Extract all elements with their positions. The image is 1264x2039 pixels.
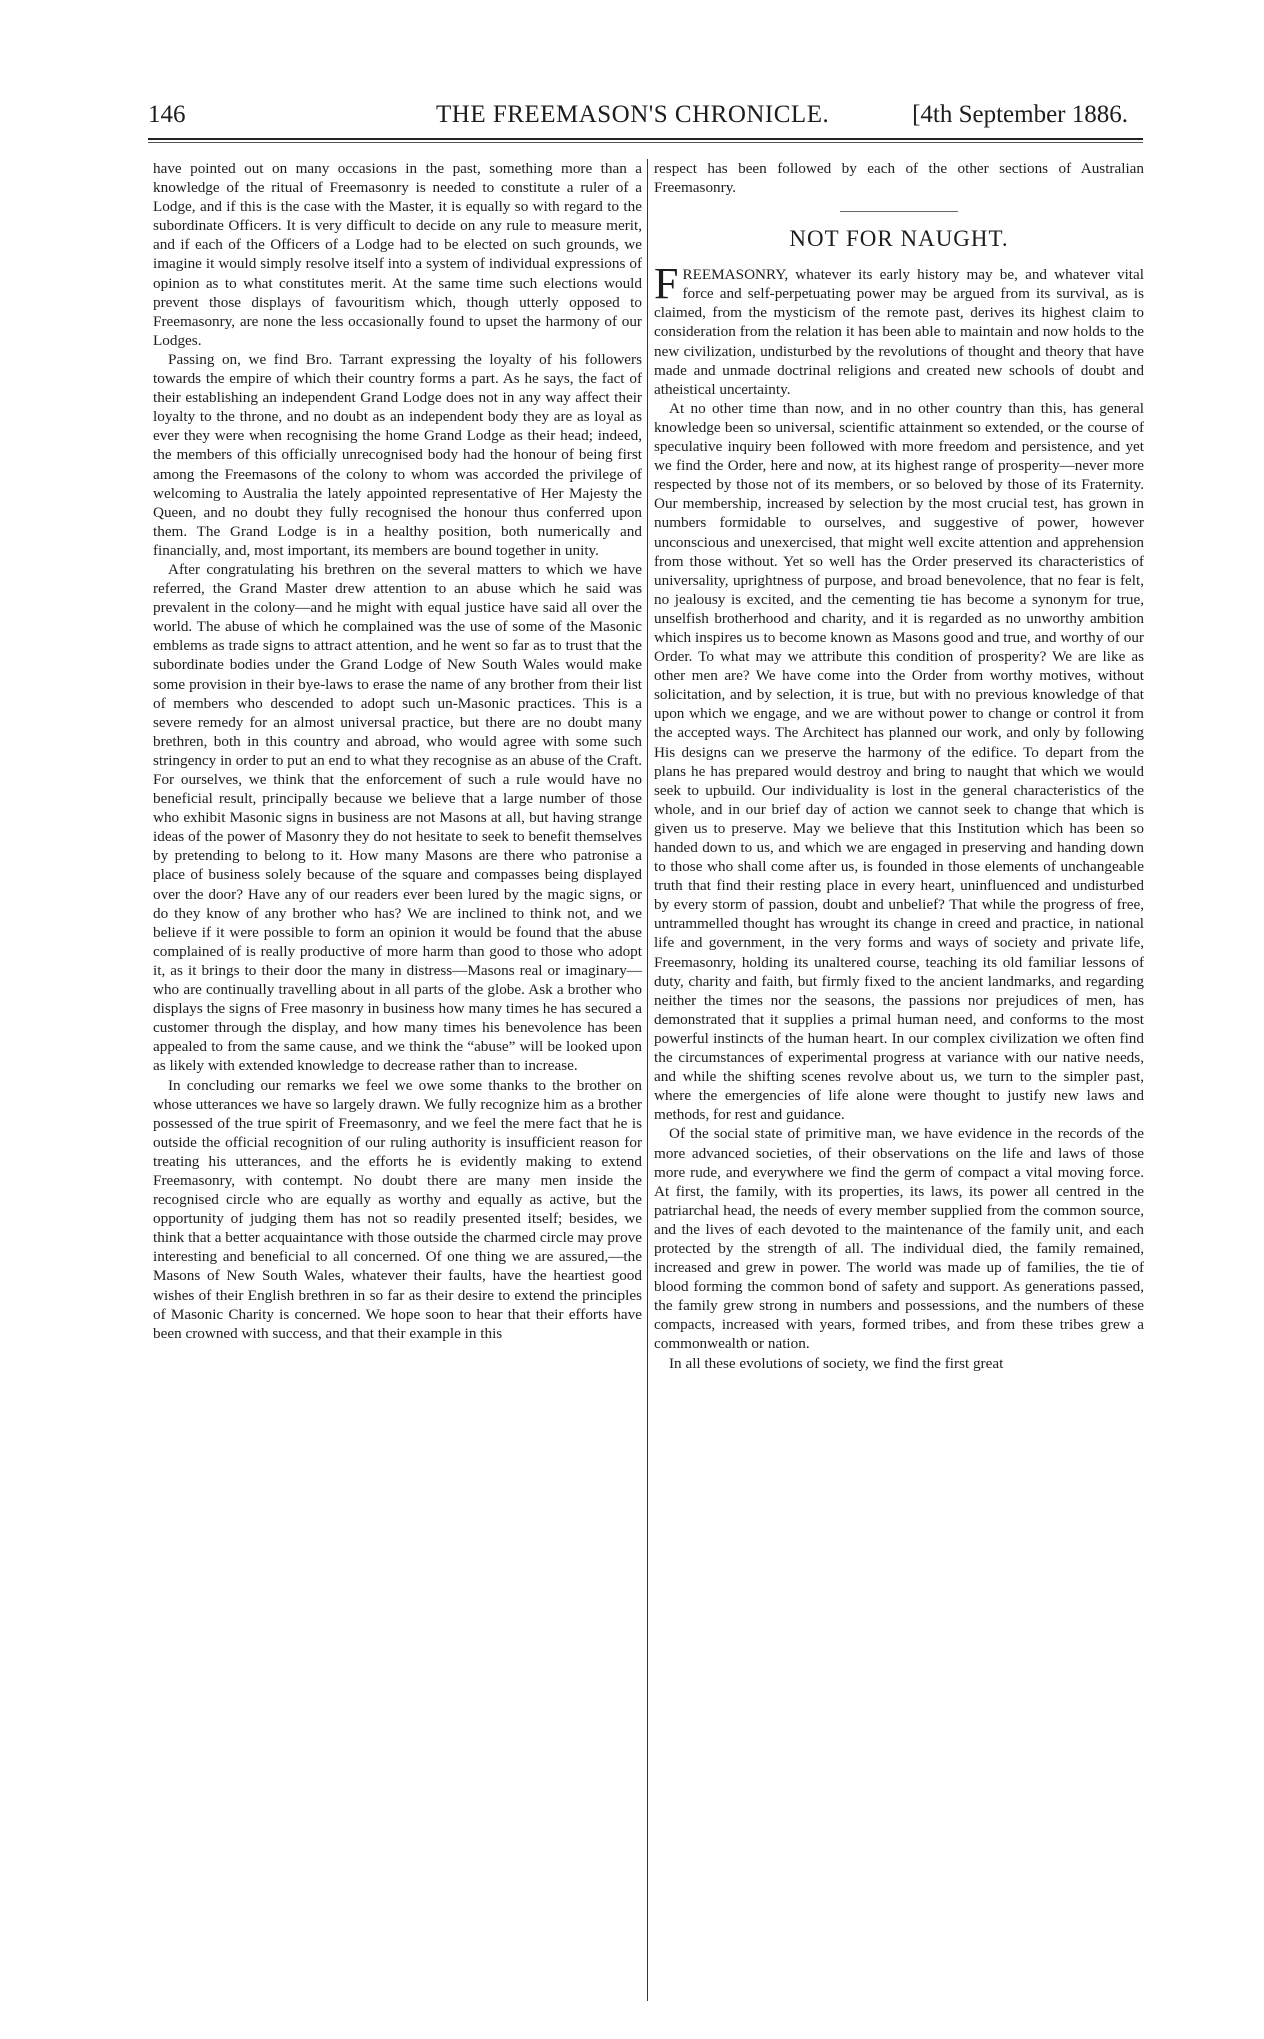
page-number: 146 [148,101,186,128]
paragraph: have pointed out on many occasions in the past, something more than a knowledge of the ritual of Freemasonry is needed to constitute a ruler of a Lodge, and if this is the case with the Master, it is equally so with regard to the subordinate Officers. It is very difficult to decide on any rule to measure merit, and if each of the Officers of a Lodge had to be elected on such grounds, we imagine it would simply resolve itself into a system of individual expressions of opinion as to what constitutes merit. At the same time such elections would prevent those displays of favouritism which, though utterly opposed to Freemasonry, are none the less occasionally found to upset the harmony of our Lodges. [153,160,642,349]
publication-title: THE FREEMASON'S CHRONICLE. [436,101,830,128]
header-rule [148,138,1143,140]
column-divider [647,159,648,2001]
page-header [148,101,1142,137]
continued-paragraph: respect has been followed by each of the other sections of Australian Freemasonry. [654,160,1144,197]
paragraph: Passing on, we find Bro. Tarrant expressing the loyalty of his followers towards the empire of which their country forms a part. As he says, the fact of their establishing an independent Grand Lodge does not in any way affect their loyalty to the throne, and no doubt as an independent body they are as loyal as ever they were when recognising the home Grand Lodge as their head; indeed, the members of this officially unrecognised body had the honour of being first among the Freemasons of the colony to whom was accorded the privilege of welcoming to Australia the lately appointed representative of Her Majesty the Queen, and no doubt they fully recognised the honour thus conferred upon them. The Grand Lodge is in a healthy position, both numerically and financially, and, most important, its members are bound together in unity. [153,350,642,559]
paragraph: In concluding our remarks we feel we owe some thanks to the brother on whose utterances we have so largely drawn. We fully recognize him as a brother possessed of the true spirit of Freemasonry, and we feel the mere fact that he is outside the official recognition of our ruling authority is insufficient reason for treating his utterances, and the efforts he is evidently making to extend Freemasonry, with contempt. No doubt there are many men inside the recognised circle who are equally as worthy and equally as active, but the opportunity of judging them has not so readily presented itself; besides, we think that a better acquaintance with those outside the charmed circle may prove interesting and beneficial to all concerned. Of one thing we are assured,—the Masons of New South Wales, whatever their faults, have the heartiest good wishes of their English brethren in so far as their desire to extend the principles of Masonic Charity is concerned. We hope soon to hear that their efforts have been crowned with success, and that their example in this [153,1076,642,1342]
left-column [153,159,642,2009]
lead-paragraph-text: REEMASONRY, whatever its early history may be, and whatever vital force and self-perpetuating power may be argued from its survival, as is claimed, from the mysticism of the remote past, derives its highest claim to consideration from the relation it has been able to maintain and now holds to the new civilization, undisturbed by the revolutions of thought and theory that have made and unmade doctrinal religions and created new schools of doubt and atheistical uncertainty. [654,266,1144,398]
header-rule-thin [148,142,1143,143]
paragraph: In all these evolutions of society, we find the first great [669,1354,1004,1372]
article-title: NOT FOR NAUGHT. [789,226,1009,252]
paragraph: At no other time than now, and in no other country than this, has general knowledge been so universal, scientific attainment so extended, or the course of speculative inquiry been followed with more freedom and persistence, and yet we find the Order, here and now, at its highest range of prosperity—never more respected by those not of its members, or so beloved by those of its Fraternity. Our membership, increased by selection by the most crucial test, has grown in numbers formidable to ourselves, and suggestive of power, however unconscious and unexercised, that might well excite attention and apprehension from those without. Yet so well has the Order preserved its characteristics of universality, uprightness of purpose, and broad benevolence, that no fear is felt, no jealousy is excited, and the cementing tie has become a synonym for true, unselfish brotherhood and charity, and it is regarded as no unworthy ambition which inspires us to become known as Masons good and true, and worthy of our Order. To what may we attribute this condition of prosperity? We are like as other men are? We have come into the Order from worthy motives, without solicitation, and by selection, it is true, but with no previous knowledge of that upon which we engage, and we are without power to change or control it from the accepted ways. The Architect has planned our work, and only by following His designs can we preserve the harmony of the edifice. To depart from the plans he has prepared would destroy and bring to naught that which we would seek to upbuild. Our individuality is lost in the general characteristics of the whole, and in our brief day of action we cannot seek to change that which is given us to preserve. May we believe that this Institution which has been so handed down to us, and which we are engaged in preserving and handing down to those who shall come after us, is founded in those elements of unchangeable truth that find their resting place in every heart, uninfluenced and undisturbed by every storm of passion, doubt and unbelief? That while the progress of free, untrammelled thought has wrought its change in creed and practice, in national life and government, in the very forms and ways of society and private life, Freemasonry, holding its unaltered course, teaching its old familiar lessons of duty, charity and faith, but firmly fixed to the ancient landmarks, and regarding neither the times nor the seasons, the passions nor prejudices of men, has demonstrated that it supplies a primal human need, and conforms to the most powerful instincts of the human heart. In our complex civilization we often find the circumstances of experimental progress at variance with our native needs, and while the shifting scenes revolve about us, we turn to the simpler past, where the emergencies of life alone were thought to justify new laws and methods, for rest and guidance. [654,399,1144,1124]
drop-cap: F [654,259,679,309]
article-separator [840,211,958,212]
lead-paragraph [654,259,1144,399]
paragraph: Of the social state of primitive man, we have evidence in the records of the more advanced societies, of their observations on the life and laws of those more rude, and everywhere we find the germ of compact a vital moving force. At first, the family, with its properties, its laws, its power all centred in the patriarchal head, the needs of every member supplied from the common source, and the lives of each devoted to the maintenance of the family unit, and each protected by the strength of all. The individual died, the family remained, increased and grew in power. The world was made up of families, the tie of blood forming the common bond of safety and support. As generations passed, the family grew strong in numbers and possessions, and the numbers of these compacts, increased with years, formed tribes, and from these tribes grew a commonwealth or nation. [654,1125,1144,1353]
paragraph: After congratulating his brethren on the several matters to which we have referred, the Grand Master drew attention to an abuse which he said was prevalent in the colony—and he might with equal justice have said all over the world. The abuse of which he complained was the use of some of the Masonic emblems as trade signs to attract attention, and he went so far as to trust that the subordinate bodies under the Grand Lodge of New South Wales would make some provision in their bye-laws to erase the name of any brother from their list of members who descended to adopt such un-Masonic practices. This is a severe remedy for an almost universal practice, but there are no doubt many brethren, both in this country and abroad, who would agree with some such stringency in order to put an end to what they recognise as an abuse of the Craft. For ourselves, we think that the enforcement of such a rule would have no beneficial result, principally because we believe that a large number of those who exhibit Masonic signs in business are not Masons at all, but having strange ideas of the power of Masonry they do not hesitate to seek to benefit themselves by pretending to belong to it. How many Masons are there who patronise a place of business solely because of the square and compasses being displayed over the door? Have any of our readers ever been lured by the magic signs, or do they know of any brother who has? We are inclined to think not, and we believe if it were possible to form an opinion it would be found that the abuse complained of is really productive of more harm than good to those who adopt it, as it brings to their door the many in distress—Masons real or imaginary—who are continually travelling about in all parts of the globe. Ask a brother who displays the signs of Free masonry in business how many times he has secured a customer through the display, and how many times his benevolence has been appealed to from the same cause, and we think the “abuse” will be looked upon as likely with extended knowledge to decrease rather than to increase. [153,560,642,1075]
right-column [654,159,1144,2009]
issue-date: [4th September 1886. [912,101,1128,128]
